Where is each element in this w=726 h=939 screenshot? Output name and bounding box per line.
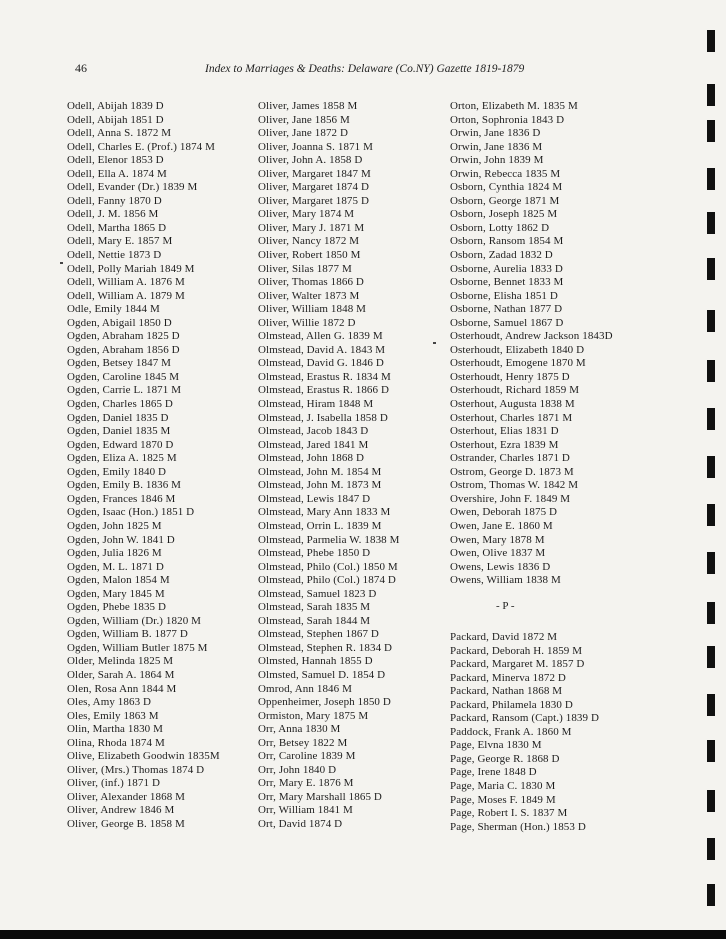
- index-entry: Ogden, Emily B. 1836 M: [67, 479, 182, 492]
- index-entry: Ogden, Eliza A. 1825 M: [67, 452, 177, 465]
- index-entry: Osborne, Nathan 1877 D: [450, 303, 563, 316]
- index-entry: Older, Melinda 1825 M: [67, 655, 174, 668]
- index-entry: Ogden, Caroline 1845 M: [67, 370, 180, 383]
- index-entry: Ogden, Daniel 1835 M: [67, 425, 171, 438]
- index-entry: Orr, Mary E. 1876 M: [258, 777, 354, 790]
- index-entry: Osborn, George 1871 M: [450, 194, 560, 207]
- index-entry: Olmstead, Parmelia W. 1838 M: [258, 533, 400, 546]
- index-entry: Oliver, Margaret 1847 M: [258, 167, 371, 180]
- index-entry: Packard, David 1872 M: [450, 631, 558, 643]
- index-entry: Orwin, Jane 1836 D: [450, 127, 541, 140]
- index-entry: Ogden, Abigail 1850 D: [67, 316, 172, 329]
- index-entry: Osterhout, Charles 1871 M: [450, 411, 573, 424]
- index-entry: Ogden, M. L. 1871 D: [67, 560, 164, 573]
- index-entry: Odell, Abijah 1851 D: [67, 113, 164, 126]
- index-entry: Osborn, Lotty 1862 D: [450, 221, 550, 234]
- binding-hole-mark: [707, 360, 715, 382]
- index-entry: Osterhoudt, Elizabeth 1840 D: [450, 343, 585, 356]
- binding-hole-mark: [707, 504, 715, 526]
- index-entry: Odell, J. M. 1856 M: [67, 208, 159, 221]
- index-entry: Oliver, Nancy 1872 M: [258, 235, 360, 248]
- binding-hole-mark: [707, 212, 715, 234]
- index-entry: Page, George R. 1868 D: [450, 752, 560, 765]
- index-entry: Orr, Caroline 1839 M: [258, 750, 356, 763]
- index-entry: Ogden, William (Dr.) 1820 M: [67, 614, 202, 627]
- binding-hole-mark: [707, 602, 715, 624]
- index-entry: Ogden, Charles 1865 D: [67, 398, 173, 411]
- index-entry: Oliver, Margaret 1875 D: [258, 194, 370, 207]
- index-entry: Olmstead, Hiram 1848 M: [258, 398, 374, 411]
- index-entry: Oliver, Jane 1872 D: [258, 127, 349, 140]
- page-title: Index to Marriages & Deaths: Delaware (Co.NY) Gazette 1819-1879: [205, 63, 525, 75]
- index-entry: Osborne, Elisha 1851 D: [450, 289, 558, 302]
- index-column-2: [258, 100, 400, 832]
- index-entry: Osterhout, Ezra 1839 M: [450, 438, 559, 451]
- binding-hole-mark: [707, 694, 715, 716]
- index-entry: Oliver, Mary J. 1871 M: [258, 221, 365, 234]
- section-divider-p: - P -: [496, 600, 515, 612]
- index-entry: Olmstead, Samuel 1823 D: [258, 587, 377, 600]
- binding-hole-mark: [707, 740, 715, 762]
- index-entry: Osterhout, Elias 1831 D: [450, 425, 559, 438]
- index-entry: Odell, William A. 1879 M: [67, 289, 185, 302]
- index-entry: Owen, Olive 1837 M: [450, 547, 546, 560]
- index-entry: Osterhoudt, Richard 1859 M: [450, 384, 580, 397]
- index-entry: Olive, Elizabeth Goodwin 1835M: [67, 750, 220, 763]
- index-entry: Oppenheimer, Joseph 1850 D: [258, 696, 391, 709]
- page-number: 46: [75, 61, 87, 75]
- index-entry: Oliver, William 1848 M: [258, 303, 367, 316]
- index-entry: Oliver, Andrew 1846 M: [67, 804, 175, 817]
- index-entry: Oliver, Margaret 1874 D: [258, 181, 370, 194]
- index-entry: Ostrom, George D. 1873 M: [450, 465, 574, 478]
- index-entry: Oliver, Walter 1873 M: [258, 289, 360, 302]
- index-entry: Orton, Elizabeth M. 1835 M: [450, 100, 578, 112]
- index-entry: Oliver, Silas 1877 M: [258, 262, 352, 275]
- index-entry: Olmstead, Mary Ann 1833 M: [258, 506, 391, 519]
- index-entry: Ogden, Julia 1826 M: [67, 547, 162, 560]
- binding-hole-mark: [707, 838, 715, 860]
- index-entry: Orr, Anna 1830 M: [258, 723, 341, 736]
- index-entry: Olmstead, John M. 1873 M: [258, 479, 382, 492]
- index-entry: Odell, Elenor 1853 D: [67, 154, 164, 167]
- index-entry: Packard, Philamela 1830 D: [450, 698, 573, 711]
- index-entry: Olmstead, John 1868 D: [258, 452, 364, 465]
- index-entry: Olmstead, Jacob 1843 D: [258, 425, 369, 438]
- binding-hole-mark: [707, 408, 715, 430]
- index-entry: Packard, Nathan 1868 M: [450, 685, 563, 698]
- index-entry: Orwin, Jane 1836 M: [450, 140, 543, 153]
- index-entry: Ort, David 1874 D: [258, 817, 343, 830]
- index-entry: Oliver, Mary 1874 M: [258, 208, 355, 221]
- index-entry: Odell, Martha 1865 D: [67, 221, 167, 234]
- index-entry: Olmsted, Hannah 1855 D: [258, 655, 373, 668]
- index-entry: Odell, Charles E. (Prof.) 1874 M: [67, 140, 216, 153]
- index-entry: Oliver, Willie 1872 D: [258, 316, 356, 329]
- index-entry: Odell, Mary E. 1857 M: [67, 235, 173, 248]
- index-entry: Paddock, Frank A. 1860 M: [450, 725, 572, 738]
- scan-bottom-edge: [0, 930, 726, 939]
- index-entry: Olmstead, Orrin L. 1839 M: [258, 519, 382, 532]
- index-entry: Olmstead, Stephen 1867 D: [258, 628, 379, 641]
- index-entry: Odle, Emily 1844 M: [67, 303, 160, 316]
- index-entry: Olmstead, David A. 1843 M: [258, 343, 386, 356]
- index-entry: Odell, William A. 1876 M: [67, 276, 185, 289]
- index-entry: Page, Elvna 1830 M: [450, 739, 542, 752]
- index-entry: Ogden, William Butler 1875 M: [67, 641, 208, 654]
- index-entry: Orr, Betsey 1822 M: [258, 736, 348, 749]
- index-entry: Olmstead, Allen G. 1839 M: [258, 330, 383, 343]
- index-entry: Osterhoudt, Henry 1875 D: [450, 370, 570, 383]
- index-entry: Olmstead, Jared 1841 M: [258, 438, 369, 451]
- index-entry: Odell, Polly Mariah 1849 M: [67, 262, 195, 275]
- index-entry: Olmstead, J. Isabella 1858 D: [258, 411, 388, 424]
- binding-hole-mark: [707, 552, 715, 574]
- index-entry: Olin, Martha 1830 M: [67, 723, 164, 736]
- index-entry: Packard, Minerva 1872 D: [450, 671, 566, 684]
- binding-hole-mark: [707, 120, 715, 142]
- index-entry: Olen, Rosa Ann 1844 M: [67, 682, 177, 695]
- index-entry: Olmstead, Lewis 1847 D: [258, 492, 371, 505]
- binding-hole-mark: [707, 84, 715, 106]
- index-entry: Owens, Lewis 1836 D: [450, 560, 551, 573]
- index-entry: Odell, Abijah 1839 D: [67, 100, 164, 112]
- binding-hole-mark: [707, 884, 715, 906]
- index-entry: Ogden, Phebe 1835 D: [67, 601, 167, 614]
- index-column-3: [450, 100, 613, 588]
- index-entry: Ogden, William B. 1877 D: [67, 628, 188, 641]
- index-entry: Packard, Margaret M. 1857 D: [450, 658, 585, 671]
- index-entry: Olmstead, Phebe 1850 D: [258, 547, 371, 560]
- index-entry: Ostrom, Thomas W. 1842 M: [450, 479, 579, 492]
- index-entry: Oliver, George B. 1858 M: [67, 817, 185, 830]
- index-entry: Olmstead, David G. 1846 D: [258, 357, 384, 370]
- index-entry: Orr, John 1840 D: [258, 763, 337, 776]
- index-entry: Osborn, Cynthia 1824 M: [450, 181, 563, 194]
- index-entry: Olmstead, John M. 1854 M: [258, 465, 382, 478]
- index-entry: Owen, Jane E. 1860 M: [450, 519, 553, 532]
- index-entry: Olmstead, Stephen R. 1834 D: [258, 641, 393, 654]
- binding-hole-mark: [707, 456, 715, 478]
- index-entry: Packard, Ransom (Capt.) 1839 D: [450, 712, 600, 725]
- index-column-3-p-section: [450, 631, 599, 834]
- index-entry: Ogden, Frances 1846 M: [67, 492, 176, 505]
- index-entry: Ogden, John 1825 M: [67, 519, 162, 532]
- index-entry: Oliver, Robert 1850 M: [258, 249, 361, 262]
- index-entry: Page, Robert I. S. 1837 M: [450, 807, 568, 820]
- index-entry: Oliver, Joanna S. 1871 M: [258, 140, 374, 153]
- stray-mark: [60, 262, 63, 264]
- index-entry: Ogden, Betsey 1847 M: [67, 357, 172, 370]
- index-entry: Olmstead, Philo (Col.) 1874 D: [258, 574, 396, 587]
- index-entry: Olmstead, Philo (Col.) 1850 M: [258, 560, 398, 573]
- index-entry: Odell, Fanny 1870 D: [67, 194, 162, 207]
- index-entry: Ogden, Abraham 1856 D: [67, 343, 180, 356]
- binding-hole-mark: [707, 310, 715, 332]
- index-entry: Osterhout, Augusta 1838 M: [450, 398, 575, 411]
- index-entry: Oliver, James 1858 M: [258, 100, 358, 112]
- index-entry: Overshire, John F. 1849 M: [450, 492, 571, 505]
- binding-hole-mark: [707, 30, 715, 52]
- index-entry: Ogden, Mary 1845 M: [67, 587, 165, 600]
- index-entry: Older, Sarah A. 1864 M: [67, 668, 175, 681]
- index-entry: Orr, William 1841 M: [258, 804, 353, 817]
- index-entry: Ogden, Malon 1854 M: [67, 574, 170, 587]
- index-entry: Olmstead, Erastus R. 1866 D: [258, 384, 390, 397]
- binding-hole-mark: [707, 168, 715, 190]
- index-entry: Ormiston, Mary 1875 M: [258, 709, 369, 722]
- index-entry: Odell, Evander (Dr.) 1839 M: [67, 181, 198, 194]
- binding-hole-mark: [707, 646, 715, 668]
- index-entry: Ostrander, Charles 1871 D: [450, 452, 570, 465]
- index-entry: Page, Moses F. 1849 M: [450, 793, 556, 806]
- index-entry: Oliver, Jane 1856 M: [258, 113, 350, 126]
- index-entry: Packard, Deborah H. 1859 M: [450, 644, 583, 657]
- index-entry: Osborn, Joseph 1825 M: [450, 208, 558, 221]
- index-entry: Orwin, Rebecca 1835 M: [450, 167, 561, 180]
- index-entry: Ogden, Daniel 1835 D: [67, 411, 169, 424]
- index-entry: Orton, Sophronia 1843 D: [450, 113, 565, 126]
- binding-hole-mark: [707, 790, 715, 812]
- index-entry: Oliver, John A. 1858 D: [258, 154, 363, 167]
- index-entry: Odell, Anna S. 1872 M: [67, 127, 172, 140]
- index-entry: Olmstead, Sarah 1844 M: [258, 614, 371, 627]
- index-entry: Osborne, Bennet 1833 M: [450, 276, 564, 289]
- index-entry: Osborn, Ransom 1854 M: [450, 235, 564, 248]
- index-entry: Odell, Ella A. 1874 M: [67, 167, 167, 180]
- index-entry: Page, Sherman (Hon.) 1853 D: [450, 820, 586, 833]
- index-entry: Olmstead, Sarah 1835 M: [258, 601, 371, 614]
- index-entry: Oles, Emily 1863 M: [67, 709, 159, 722]
- stray-mark: [433, 342, 436, 344]
- binding-hole-mark: [707, 258, 715, 280]
- index-entry: Oliver, (Mrs.) Thomas 1874 D: [67, 763, 205, 776]
- index-entry: Ogden, Carrie L. 1871 M: [67, 384, 182, 397]
- index-entry: Oles, Amy 1863 D: [67, 696, 152, 709]
- index-entry: Ogden, Isaac (Hon.) 1851 D: [67, 506, 195, 519]
- index-entry: Oliver, Alexander 1868 M: [67, 790, 186, 803]
- index-entry: Oliver, Thomas 1866 D: [258, 276, 364, 289]
- index-entry: Ogden, Emily 1840 D: [67, 465, 167, 478]
- index-column-1: [67, 100, 220, 832]
- index-entry: Omrod, Ann 1846 M: [258, 682, 352, 695]
- index-entry: Owen, Deborah 1875 D: [450, 506, 558, 519]
- index-entry: Ogden, Edward 1870 D: [67, 438, 174, 451]
- index-entry: Ogden, John W. 1841 D: [67, 533, 175, 546]
- index-entry: Orwin, John 1839 M: [450, 154, 544, 167]
- binding-edge: [700, 0, 726, 939]
- index-entry: Ogden, Abraham 1825 D: [67, 330, 180, 343]
- index-entry: Osborne, Aurelia 1833 D: [450, 262, 563, 275]
- index-entry: Odell, Nettie 1873 D: [67, 249, 162, 262]
- index-entry: Olmsted, Samuel D. 1854 D: [258, 668, 386, 681]
- index-entry: Olmstead, Erastus R. 1834 M: [258, 370, 391, 383]
- index-entry: Owen, Mary 1878 M: [450, 533, 545, 546]
- index-entry: Osterhoudt, Emogene 1870 M: [450, 357, 586, 370]
- index-entry: Osborn, Zadad 1832 D: [450, 249, 553, 262]
- index-entry: Page, Maria C. 1830 M: [450, 780, 556, 793]
- index-entry: Owens, William 1838 M: [450, 574, 561, 587]
- index-entry: Osterhoudt, Andrew Jackson 1843D: [450, 330, 613, 343]
- index-entry: Orr, Mary Marshall 1865 D: [258, 790, 382, 803]
- index-entry: Page, Irene 1848 D: [450, 766, 537, 779]
- index-entry: Osborne, Samuel 1867 D: [450, 316, 564, 329]
- index-entry: Oliver, (inf.) 1871 D: [67, 777, 161, 790]
- index-entry: Olina, Rhoda 1874 M: [67, 736, 165, 749]
